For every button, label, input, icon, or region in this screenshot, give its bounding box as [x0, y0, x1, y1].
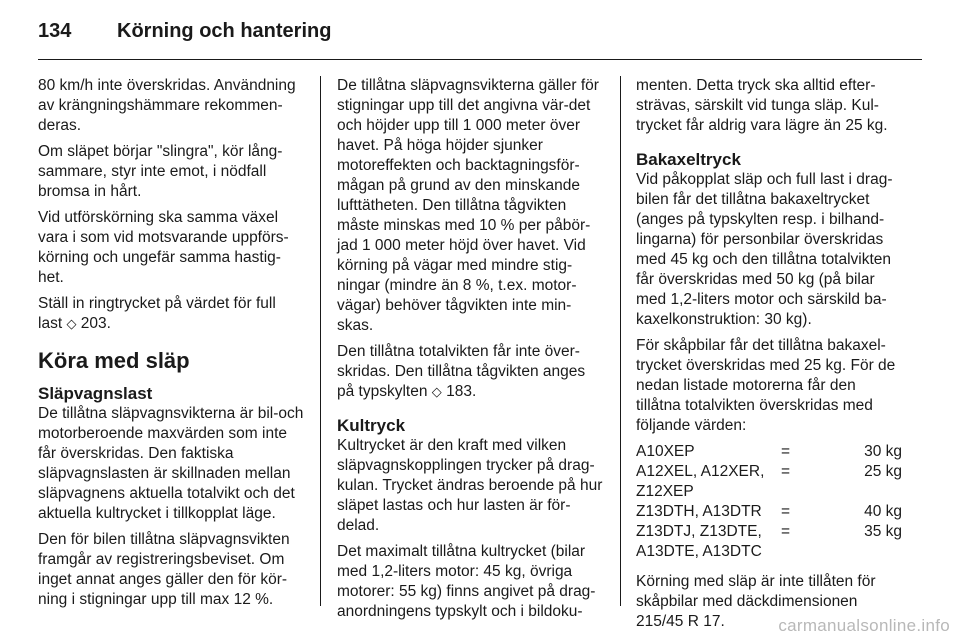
paragraph: [38, 294, 304, 334]
value-cell: 30 kg: [864, 443, 902, 460]
paragraph: Körning med släp är inte tillåten för skåpbilar med däckdimensionen 215/45 R 17.: [636, 573, 876, 630]
paragraph: De tillåtna släpvagnsvikterna är bil-och motorberoende maxvärden som inte får överskridas. Den faktiska släpvagnslasten är skillnaden mellan släpvagnens aktuella totalvikt och det aktuella kultrycket i tillkopplat läge.: [38, 405, 304, 522]
table-row: [636, 442, 902, 462]
section-title: Köra med släp: [38, 348, 190, 373]
chapter-title: Körning och hantering: [117, 20, 332, 42]
paragraph: Vid påkopplat släp och full last i drag-bilen får det tillåtna bakaxeltrycket (anges på typskylten resp. i bilhand-lingarna) för personbilar överskridas med 45 kg och den tillåtna totalvikten får överskridas med 50 kg (på bilar med 1,2-liters motor och särskild ba-kaxelkonstruktion: 30 kg).: [636, 171, 893, 328]
engine-cell: A12XEL, A12XER, Z12XEP: [636, 463, 765, 500]
paragraph: De tillåtna släpvagnsvikterna gäller för stigningar upp till det angivna vär-det och höjder upp till 1 000 meter över havet. På höga höjder sjunker motoreffekten och backtagningsför-mågan på grund av den minskande lufttätheten. Den tillåtna tågvikten måste minskas med 10 % per påbör-jad 1 000 meter höjd över havet. Vid körning på vägar med mindre stig-ningar (mindre än 8 %, t.ex. motor-vägar) behöver tågvikten inte min-skas.: [337, 77, 599, 334]
table-row: [636, 502, 902, 522]
engine-cell: Z13DTH, A13DTR: [636, 503, 762, 520]
paragraph: Vid utförskörning ska samma växel vara i som vid motsvarande uppförs-körning och ungefär samma hastig-het.: [38, 209, 289, 286]
page-reference-icon: ◇: [66, 316, 77, 331]
engine-cell: Z13DTJ, Z13DTE, A13DTE, A13DTC: [636, 523, 762, 560]
subsection-title: Kultryck: [337, 416, 406, 435]
paragraph: 80 km/h inte överskridas. Användning av krängningshämmare rekommen-deras.: [38, 77, 296, 134]
engine-cell: A10XEP: [636, 443, 695, 460]
table-row: [636, 462, 902, 502]
paragraph: Den för bilen tillåtna släpvagnsvikten framgår av registreringsbeviset. Om inget annat anges gäller den för kör-ning i stigningar upp till max 12 %.: [38, 531, 290, 608]
page-reference-icon: ◇: [431, 384, 442, 399]
subsection-title: Bakaxeltryck: [636, 150, 741, 169]
page-reference-link[interactable]: 203.: [76, 315, 111, 332]
equals-cell: =: [780, 443, 790, 460]
value-cell: 25 kg: [864, 463, 902, 480]
column-divider-2: [620, 76, 621, 606]
header-divider: [38, 59, 922, 60]
page-number: 134: [38, 20, 72, 42]
paragraph: Om släpet börjar "slingra", kör lång-sammare, styr inte emot, i nödfall bromsa in hårt.: [38, 143, 283, 200]
value-cell: 35 kg: [864, 523, 902, 540]
engine-weight-table: [636, 442, 902, 562]
equals-cell: =: [780, 503, 790, 520]
value-cell: 40 kg: [864, 503, 902, 520]
page-header: [38, 20, 331, 46]
equals-cell: =: [780, 463, 790, 480]
paragraph: menten. Detta tryck ska alltid efter-strävas, särskilt vid tunga släp. Kul-trycket får aldrig vara lägre än 25 kg.: [636, 77, 888, 134]
column-1: [38, 76, 304, 616]
paragraph-text: Ställ in ringtrycket på värdet för full last: [38, 295, 276, 332]
paragraph: Kultrycket är den kraft med vilken släpvagnskopplingen trycker på drag-kulan. Trycket ändras beroende på hur släpet lastas och hur lasten är för-delad.: [337, 437, 603, 534]
column-2: [337, 76, 605, 628]
paragraph-text: Den tillåtna totalvikten får inte över-skridas. Den tillåtna tågvikten anges på typskylten: [337, 343, 586, 400]
page-reference-link[interactable]: 183.: [441, 383, 477, 400]
equals-cell: =: [780, 523, 790, 540]
paragraph: Det maximalt tillåtna kultrycket (bilar med 1,2-liters motor: 45 kg, övriga motorer: 55 kg) finns angivet på drag-anordningens typskylt och i bildoku-: [337, 543, 596, 620]
subsection-title: Släpvagnslast: [38, 384, 153, 403]
table-row: [636, 522, 902, 562]
paragraph: För skåpbilar får det tillåtna bakaxel-trycket överskridas med 25 kg. För de nedan listade motorerna får den tillåtna totalvikten överskridas med följande värden:: [636, 337, 896, 434]
column-divider-1: [320, 76, 321, 606]
watermark: carmanualsonline.info: [778, 616, 950, 635]
paragraph: [337, 342, 605, 402]
column-3: [636, 76, 902, 638]
